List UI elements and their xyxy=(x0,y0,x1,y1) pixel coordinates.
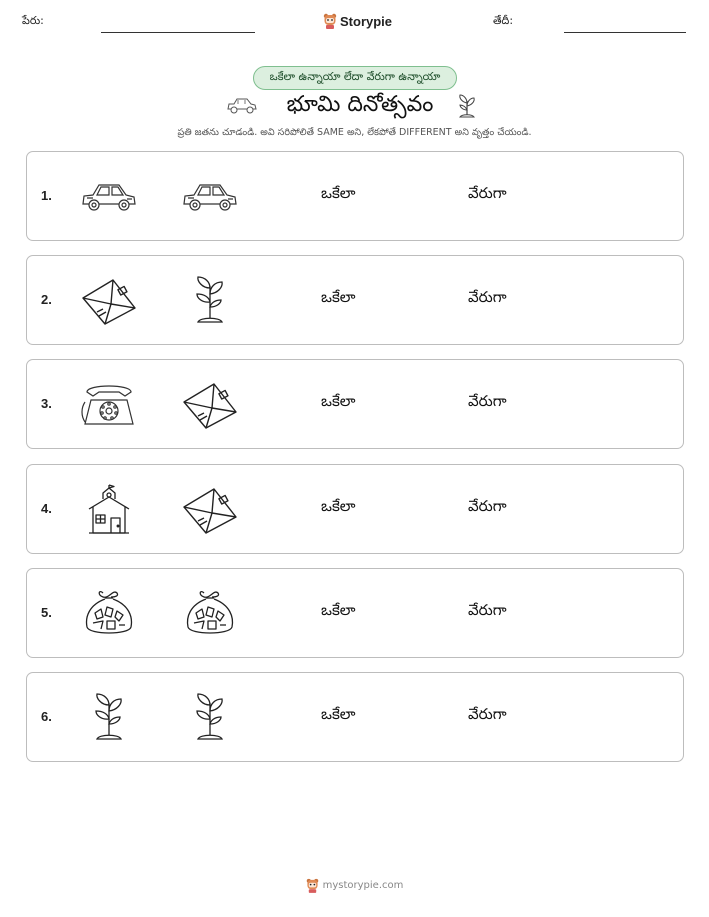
question-number: 1. xyxy=(41,188,52,203)
footer xyxy=(0,878,709,893)
car-icon xyxy=(226,96,258,116)
name-field-line[interactable] xyxy=(101,32,255,33)
car-icon xyxy=(79,170,139,224)
different-option[interactable]: వేరుగా xyxy=(468,392,507,411)
question-row xyxy=(26,151,684,241)
same-option[interactable]: ఒకేలా xyxy=(321,392,356,411)
question-number: 5. xyxy=(41,604,52,620)
storypie-mascot-icon xyxy=(323,13,337,29)
trash-bag-icon xyxy=(180,587,240,641)
storypie-mascot-icon xyxy=(306,878,319,893)
brand-name: Storypie xyxy=(340,13,393,29)
envelope-icon xyxy=(79,274,139,328)
sprout-icon xyxy=(456,93,478,119)
school-icon xyxy=(79,483,139,537)
question-number: 4. xyxy=(41,500,52,516)
envelope-icon xyxy=(180,483,240,537)
sprout-icon xyxy=(180,691,240,745)
different-option[interactable]: వేరుగా xyxy=(468,288,507,307)
brand-logo xyxy=(323,13,392,29)
instructions: ప్రతి జతను చూడండి. అవి సరిపోలితే SAME అని, లేకపోతే DIFFERENT అని వృత్తం చేయండి. xyxy=(177,127,532,138)
envelope-icon xyxy=(180,378,240,432)
question-row xyxy=(26,464,684,554)
date-field-line[interactable] xyxy=(564,32,686,33)
page-title: భూమి దినోత్సవం xyxy=(286,92,434,117)
date-label: తేదీ: xyxy=(493,14,514,27)
same-option[interactable]: ఒకేలా xyxy=(321,184,356,202)
question-row xyxy=(26,568,684,658)
sprout-icon xyxy=(180,274,240,328)
question-row xyxy=(26,359,684,449)
footer-url: mystorypie.com xyxy=(322,880,404,891)
same-option[interactable]: ఒకేలా xyxy=(321,600,356,619)
telephone-icon xyxy=(79,378,139,432)
different-option[interactable]: వేరుగా xyxy=(468,184,507,202)
trash-bag-icon xyxy=(79,587,139,641)
same-option[interactable]: ఒకేలా xyxy=(321,705,356,723)
worksheet-badge: ఒకేలా ఉన్నాయా లేదా వేరుగా ఉన్నాయా xyxy=(253,66,457,90)
car-icon xyxy=(180,170,240,224)
different-option[interactable]: వేరుగా xyxy=(468,705,507,723)
same-option[interactable]: ఒకేలా xyxy=(321,288,356,307)
different-option[interactable]: వేరుగా xyxy=(468,600,507,619)
question-number: 3. xyxy=(41,396,52,412)
sprout-icon xyxy=(79,691,139,745)
question-row xyxy=(26,255,684,345)
question-row xyxy=(26,672,684,762)
different-option[interactable]: వేరుగా xyxy=(468,496,507,515)
same-option[interactable]: ఒకేలా xyxy=(321,496,356,515)
question-number: 6. xyxy=(41,709,52,724)
question-number: 2. xyxy=(41,292,52,308)
name-label: పేరు: xyxy=(22,14,44,27)
